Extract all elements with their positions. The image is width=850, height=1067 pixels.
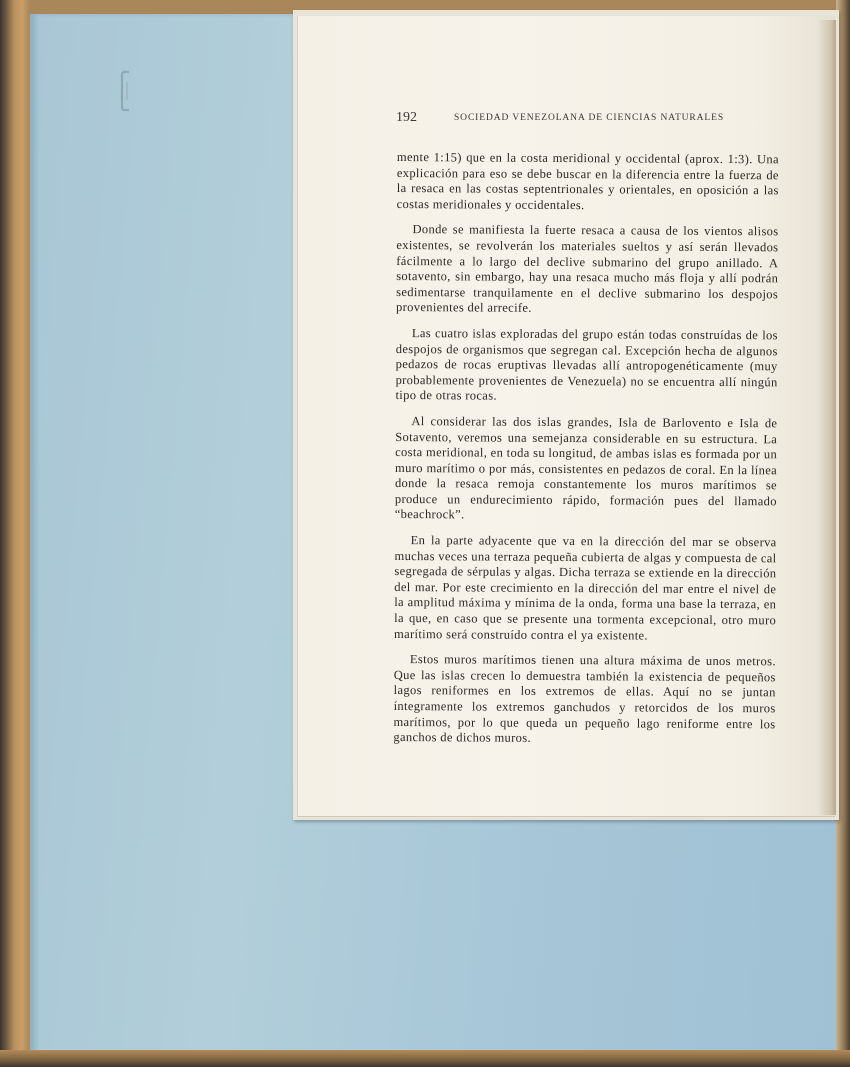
paragraph-1: mente 1:15) que en la costa meridional y occidental (aprox. 1:3). Una explicación para eso se debe buscar en la diferencia entre la fuerza de la resaca en las costas septentrionales y orientales, en oposición a las costas meridionales y occidentales. [396, 150, 779, 212]
bracket-mark-icon [118, 70, 134, 112]
running-head: SOCIEDAD VENEZOLANA DE CIENCIAS NATURALES [454, 113, 724, 123]
paragraph-3: Las cuatro islas exploradas del grupo están todas construídas de los despojos de organismos que segregan cal. Excepción hecha de algunos pedazos de rocas eruptivas llevadas allí antropogenéticamente (muy probablemente provenientes de Venezuela) no se encuentra allí ningún tipo de otras rocas. [395, 326, 778, 403]
paragraph-4: Al considerar las dos islas grandes, Isla de Barlovento e Isla de Sotavento, veremos una semejanza considerable en su estructura. La costa meridional, en toda su longitud, de ambas islas es formada por un muro marítimo o por más, consistentes en pedazos de coral. En la línea donde la resaca remoja constantemente los muros marítimos se produce un endurecimiento rápido, formación pues del llamado “beachrock”. [394, 413, 778, 522]
page-number: 192 [396, 110, 417, 125]
blue-sheet-edge-shadow [30, 14, 40, 1054]
body-text [393, 150, 779, 758]
paragraph-6: Estos muros marítimos tienen una altura máxima de unos metros. Que las islas crecen lo demuestra también la existencia de pequeños lagos reniformes en los extremos de ellas. Aquí no se juntan íntegramente los extremos ganchudos y retorcidos de los muros marítimos, por lo que queda un pequeño lago reniforme entre los ganchos de dichos muros. [393, 652, 776, 746]
paragraph-5: En la parte adyacente que va en la dirección del mar se observa muchas veces una terraza pequeña cubierta de algas y compuesta de cal segregada de sérpulas y algas. Dicha terraza se extiende en la dirección del mar. Por este crecimiento en la dirección del mar entre el nivel de la amplitud máxima y mínima de la onda, forma una base la terraza, en la que, en caso que se presente una tormenta excepcional, otro muro marítimo será construído contra el ya existente. [394, 533, 777, 643]
page-curl-shadow [818, 20, 836, 815]
paragraph-2: Donde se manifiesta la fuerte resaca a causa de los vientos alisos existentes, se revolverán los materiales sueltos y así serán llevados fácilmente a lo largo del declive submarino del grupo anillado. A sotavento, sin embargo, hay una resaca mucho más floja y allí podrán sedimentarse tranquilamente en el declive submarino los despojos provenientes del arrecife. [395, 222, 779, 316]
board-bottom-edge [0, 1050, 850, 1067]
page-header [396, 110, 786, 128]
